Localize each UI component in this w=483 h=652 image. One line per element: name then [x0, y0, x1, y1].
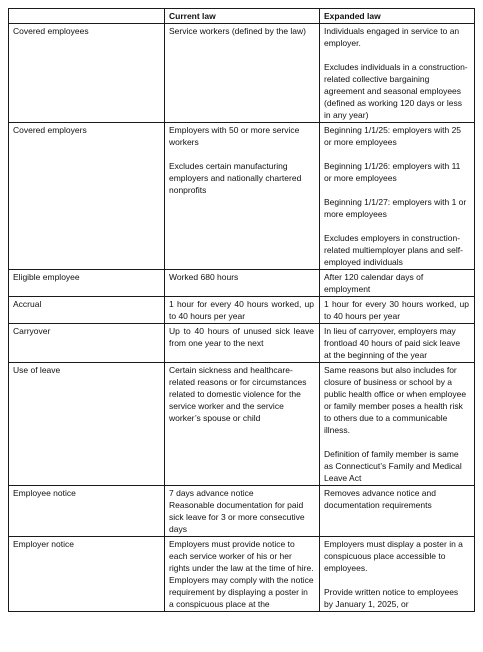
expanded-law-cell: [320, 324, 475, 363]
cell-paragraph: Same reasons but also includes for closure of business or school by a public health office or when employee or family member poses a health risk to others due to a communicable illness.: [324, 365, 467, 435]
table-row: [9, 270, 475, 297]
row-topic: Eligible employee: [9, 270, 165, 297]
expanded-law-cell: [320, 537, 475, 612]
cell-paragraph: Definition of family member is same as Connecticut’s Family and Medical Leave Act: [324, 449, 462, 483]
cell-paragraph: 1 hour for every 30 hours worked, up to 40 hours per year: [324, 299, 469, 321]
row-topic: Covered employers: [9, 123, 165, 270]
current-law-cell: [165, 363, 320, 486]
row-topic: Employer notice: [9, 537, 165, 612]
table-row: [9, 123, 475, 270]
cell-paragraph: Service workers (defined by the law): [169, 26, 307, 36]
expanded-law-cell: [320, 486, 475, 537]
expanded-law-cell: [320, 24, 475, 123]
table-row: [9, 486, 475, 537]
row-topic: Use of leave: [9, 363, 165, 486]
cell-paragraph: Excludes employers in construction-related multiemployer plans and self-employed individuals: [324, 233, 463, 267]
header-current-law: Current law: [165, 9, 320, 24]
cell-line: Reasonable documentation for paid sick leave for 3 or more consecutive days: [169, 500, 305, 534]
current-law-cell: [165, 123, 320, 270]
current-law-cell: [165, 24, 320, 123]
row-topic: Covered employees: [9, 24, 165, 123]
cell-paragraph: Removes advance notice and documentation requirements: [324, 488, 436, 510]
cell-paragraph: Provide written notice to employees by January 1, 2025, or: [324, 587, 459, 609]
header-expanded-law: Expanded law: [320, 9, 475, 24]
cell-paragraph: After 120 calendar days of employment: [324, 272, 424, 294]
current-law-cell: [165, 297, 320, 324]
table-row: [9, 24, 475, 123]
cell-paragraph: Individuals engaged in service to an employer.: [324, 26, 460, 48]
cell-paragraph: Employers with 50 or more service workers: [169, 125, 300, 147]
document-page: [8, 8, 474, 612]
expanded-law-cell: [320, 270, 475, 297]
current-law-cell: [165, 486, 320, 537]
cell-paragraph: Beginning 1/1/27: employers with 1 or more employees: [324, 197, 467, 219]
cell-paragraph: Beginning 1/1/25: employers with 25 or more employees: [324, 125, 462, 147]
law-comparison-table: [8, 8, 475, 612]
cell-paragraph: Employers must display a poster in a conspicuous place accessible to employees.: [324, 539, 463, 573]
cell-paragraph: Beginning 1/1/26: employers with 11 or more employees: [324, 161, 461, 183]
table-header-row: [9, 9, 475, 24]
row-topic: Accrual: [9, 297, 165, 324]
cell-paragraph: Excludes individuals in a construction-related collective bargaining agreement and seasonal employees (defined as working 120 days or less in any year): [324, 62, 468, 120]
cell-paragraph: Excludes certain manufacturing employers and nationally chartered nonprofits: [169, 161, 302, 195]
table-row: [9, 363, 475, 486]
cell-paragraph: In lieu of carryover, employers may frontload 40 hours of paid sick leave at the beginning of the year: [324, 326, 461, 360]
expanded-law-cell: [320, 123, 475, 270]
cell-paragraph: Worked 680 hours: [169, 272, 239, 282]
row-topic: Carryover: [9, 324, 165, 363]
current-law-cell: [165, 324, 320, 363]
current-law-cell: [165, 537, 320, 612]
row-topic: Employee notice: [9, 486, 165, 537]
cell-paragraph: Up to 40 hours of unused sick leave from one year to the next: [169, 326, 314, 348]
cell-line: 7 days advance notice: [169, 488, 254, 498]
table-row: [9, 324, 475, 363]
cell-paragraph: Certain sickness and healthcare-related reasons or for circumstances related to domestic violence for the service worker and the service worker’s spouse or child: [169, 365, 307, 423]
cell-paragraph: 1 hour for every 40 hours worked, up to 40 hours per year: [169, 299, 314, 321]
expanded-law-cell: [320, 297, 475, 324]
current-law-cell: [165, 270, 320, 297]
expanded-law-cell: [320, 363, 475, 486]
header-topic: [9, 9, 165, 24]
table-row: [9, 297, 475, 324]
cell-paragraph: Employers must provide notice to each service worker of his or her rights under the law at the time of hire. Employers may comply with the notice requirement by displaying a poster in a conspicuous place at the: [169, 539, 314, 609]
table-row: [9, 537, 475, 612]
